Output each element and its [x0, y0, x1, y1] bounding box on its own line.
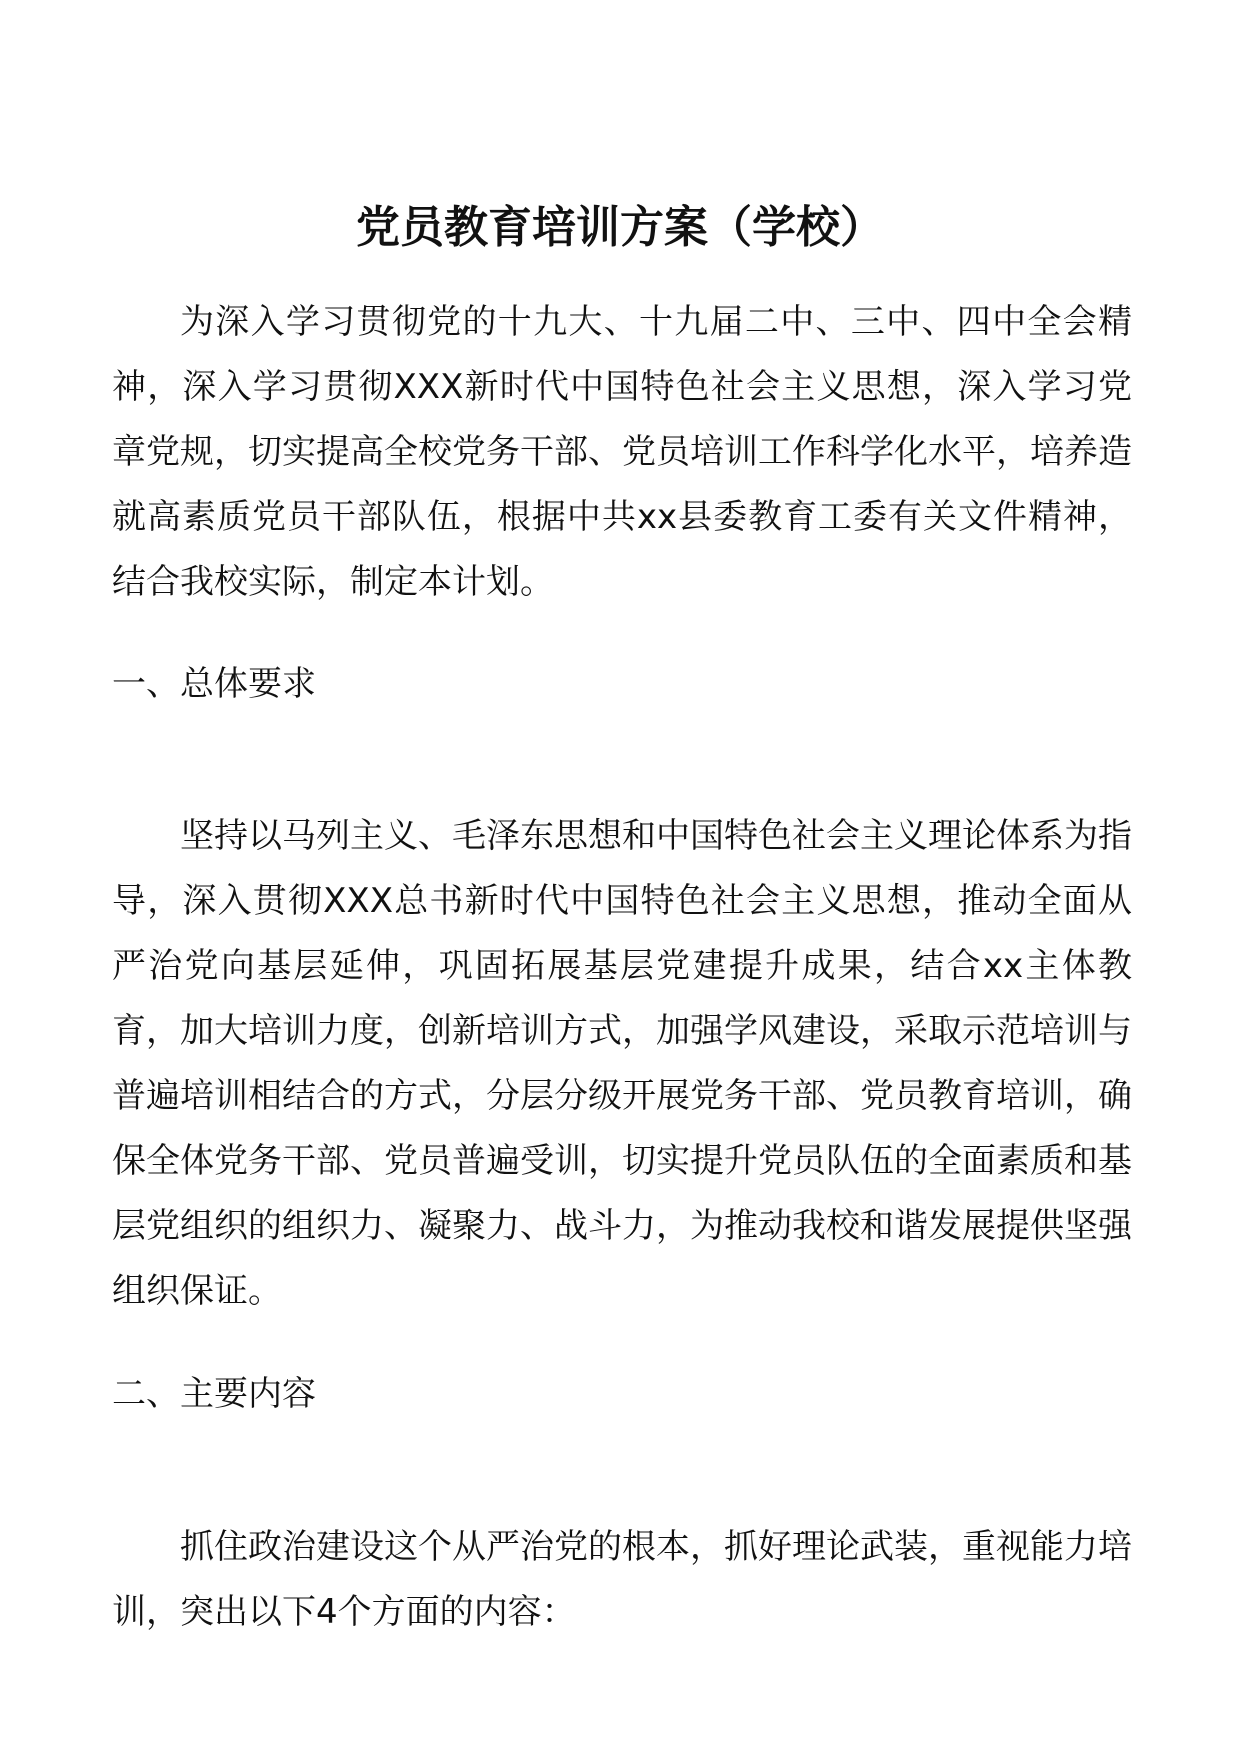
section-heading-main-content: 二、主要内容	[112, 1374, 316, 1414]
section-heading-general-requirements: 一、总体要求	[112, 664, 316, 704]
intro-paragraph: 为深入学习贯彻党的十九大、十九届二中、三中、四中全会精神，深入学习贯彻XXX新时代中国特色社会主义思想，深入学习党章党规，切实提高全校党务干部、党员培训工作科学化水平，培养造就高素质党员干部队伍，根据中共xx县委教育工委有关文件精神，结合我校实际，制定本计划。	[112, 302, 1132, 602]
general-requirements-paragraph: 坚持以马列主义、毛泽东思想和中国特色社会主义理论体系为指导，深入贯彻XXX总书新时代中国特色社会主义思想，推动全面从严治党向基层延伸，巩固拓展基层党建提升成果，结合xx主体教育，加大培训力度，创新培训方式，加强学风建设，采取示范培训与普遍培训相结合的方式，分层分级开展党务干部、党员教育培训，确保全体党务干部、党员普遍受训，切实提升党员队伍的全面素质和基层党组织的组织力、凝聚力、战斗力，为推动我校和谐发展提供坚强组织保证。	[112, 816, 1132, 1311]
document-title: 党员教育培训方案（学校）	[356, 202, 884, 253]
main-content-paragraph: 抓住政治建设这个从严治党的根本，抓好理论武装，重视能力培训，突出以下4个方面的内容：	[112, 1527, 1132, 1632]
